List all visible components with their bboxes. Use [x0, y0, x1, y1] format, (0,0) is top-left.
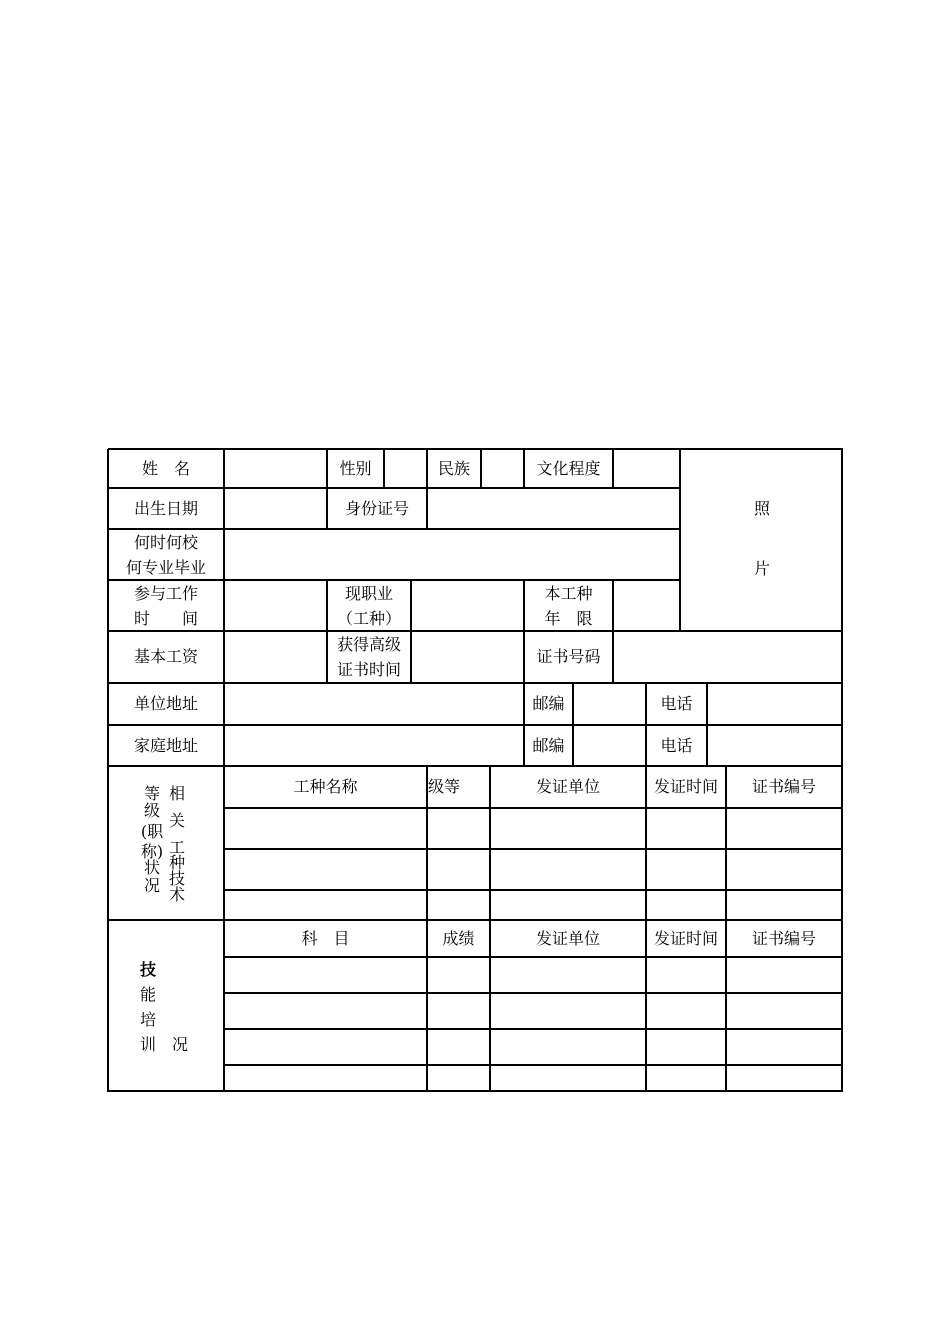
ethnicity-field[interactable] [483, 451, 522, 486]
photo-box[interactable] [682, 451, 840, 629]
grade-cell[interactable] [728, 892, 840, 918]
training-cell[interactable] [226, 959, 425, 991]
work-start-field[interactable] [226, 582, 325, 629]
home-address-label: 家庭地址 [133, 735, 198, 755]
work-address-field[interactable] [226, 685, 522, 723]
training-cell[interactable] [429, 1031, 488, 1063]
table-border-line [108, 487, 681, 489]
training-cell[interactable] [728, 995, 840, 1027]
grade-side-label: 术 [168, 885, 185, 904]
training-cell[interactable] [429, 1067, 488, 1089]
grade-side-label: 状 [143, 858, 160, 877]
cert-number-field[interactable] [615, 633, 840, 681]
grade-cell[interactable] [429, 851, 488, 888]
grade-cell[interactable] [226, 851, 425, 888]
table-border-line [612, 449, 614, 489]
training-cell[interactable] [226, 1067, 425, 1089]
table-border-line [108, 765, 843, 767]
training-cell[interactable] [648, 1067, 724, 1089]
id-number-field[interactable] [429, 490, 678, 527]
graduation-field[interactable] [226, 531, 678, 578]
birth-date-label: 出生日期 [133, 498, 198, 518]
grade-side-label: 相 [168, 784, 185, 803]
grade-header-0: 工种名称 [293, 777, 358, 796]
home-postcode-label: 邮编 [532, 735, 565, 755]
table-border-line [326, 580, 328, 684]
table-border-line [224, 848, 843, 850]
training-cell[interactable] [728, 1067, 840, 1089]
ethnicity-label: 民族 [437, 458, 470, 478]
training-cell[interactable] [728, 959, 840, 991]
grade-cell[interactable] [728, 851, 840, 888]
training-cell[interactable] [429, 995, 488, 1027]
work-phone-label: 电话 [660, 694, 693, 713]
table-border-line [523, 449, 525, 489]
grade-header-1: 级等 [428, 777, 461, 796]
grade-side-label: 关 [168, 811, 185, 830]
grade-header-4: 证书编号 [751, 777, 816, 796]
training-header-0: 科 目 [301, 928, 350, 948]
table-border-line [426, 449, 428, 530]
training-cell[interactable] [226, 1031, 425, 1063]
gender-label: 性别 [339, 458, 372, 478]
senior-cert-time-field[interactable] [413, 633, 522, 681]
grade-cell[interactable] [728, 810, 840, 847]
current-job-field[interactable] [413, 582, 522, 629]
base-salary-label: 基本工资 [133, 647, 198, 666]
table-border-line [725, 766, 727, 1092]
table-border-line [108, 1090, 843, 1092]
work-postcode-field[interactable] [575, 685, 644, 723]
table-border-line [224, 956, 843, 958]
table-border-line [108, 579, 681, 581]
table-border-line [645, 683, 647, 767]
grade-cell[interactable] [648, 851, 724, 888]
table-border-line [108, 448, 843, 450]
table-border-line [224, 807, 843, 809]
table-border-line [572, 683, 574, 767]
home-phone-label: 电话 [660, 735, 693, 755]
table-border-line [108, 724, 843, 726]
training-header-4: 证书编号 [751, 928, 816, 948]
table-border-line [489, 766, 491, 1092]
grade-side-label: 等 [143, 784, 160, 803]
grade-header-2: 发证单位 [535, 777, 600, 796]
cert-number-label: 证书号码 [536, 647, 601, 666]
home-postcode-field[interactable] [575, 727, 644, 764]
grade-side-label: 工 [168, 838, 185, 857]
work-address-label: 单位地址 [133, 694, 198, 713]
training-cell[interactable] [728, 1031, 840, 1063]
table-border-line [224, 889, 843, 891]
table-border-line [841, 449, 843, 1092]
training-cell[interactable] [648, 959, 724, 991]
table-border-line [108, 528, 681, 530]
table-border-line [108, 630, 843, 632]
table-border-line [326, 449, 328, 530]
grade-cell[interactable] [429, 810, 488, 847]
table-border-line [426, 766, 428, 1092]
table-border-line [224, 992, 843, 994]
training-header-1: 成绩 [442, 928, 475, 948]
grade-header-3: 发证时间 [653, 777, 718, 796]
table-border-line [107, 449, 109, 1092]
senior-cert-time-label: 获得高级 证书时间 [336, 635, 401, 679]
training-cell[interactable] [226, 995, 425, 1027]
grade-cell[interactable] [226, 892, 425, 918]
training-cell[interactable] [648, 995, 724, 1027]
training-side-label: 培 [140, 1010, 157, 1029]
grade-cell[interactable] [648, 892, 724, 918]
name-label: 姓 名 [141, 458, 190, 478]
grade-side-label: 况 [143, 876, 160, 895]
graduation-label: 何时何校 何专业毕业 [125, 532, 206, 577]
table-border-line [108, 682, 843, 684]
home-address-field[interactable] [226, 727, 522, 764]
work-phone-field[interactable] [709, 685, 840, 723]
table-border-line [224, 1064, 843, 1066]
education-label: 文化程度 [536, 458, 601, 478]
table-border-line [612, 580, 614, 684]
training-header-3: 发证时间 [653, 928, 718, 948]
work-postcode-label: 邮编 [532, 694, 565, 713]
training-cell[interactable] [648, 1031, 724, 1063]
table-border-line [223, 449, 225, 1092]
table-border-line [706, 683, 708, 767]
job-years-field[interactable] [615, 582, 678, 629]
work-start-label: 参与工作 时 间 [133, 583, 198, 628]
current-job-label: 现职业 （工种） [336, 583, 401, 628]
grade-cell[interactable] [429, 892, 488, 918]
gender-field[interactable] [386, 451, 425, 486]
table-border-line [480, 449, 482, 489]
training-header-2: 发证单位 [535, 928, 600, 948]
grade-cell[interactable] [492, 892, 644, 918]
table-border-line [108, 919, 843, 921]
grade-cell[interactable] [648, 810, 724, 847]
training-side-label: 训 况 [140, 1035, 189, 1054]
name-field[interactable] [226, 451, 325, 486]
training-cell[interactable] [492, 1067, 644, 1089]
table-border-line [410, 580, 412, 684]
birth-date-field[interactable] [226, 490, 325, 527]
home-phone-field[interactable] [709, 727, 840, 764]
grade-side-label: 技 [168, 869, 185, 888]
base-salary-field[interactable] [226, 633, 325, 681]
education-field[interactable] [615, 451, 678, 486]
job-years-label: 本工种 年 限 [544, 583, 593, 628]
grade-cell[interactable] [492, 851, 644, 888]
training-cell[interactable] [429, 959, 488, 991]
training-cell[interactable] [492, 959, 644, 991]
table-border-line [645, 766, 647, 1092]
training-side-label: 技 [140, 960, 157, 979]
table-border-line [523, 580, 525, 767]
grade-cell[interactable] [226, 810, 425, 847]
table-border-line [679, 449, 681, 632]
training-cell[interactable] [492, 1031, 644, 1063]
photo-label: 片 [753, 559, 770, 578]
grade-cell[interactable] [492, 810, 644, 847]
table-border-line [383, 449, 385, 489]
id-number-label: 身份证号 [344, 498, 409, 518]
grade-side-label: 称) [140, 842, 164, 861]
grade-side-label: (职 [140, 822, 164, 841]
training-side-label: 能 [140, 985, 157, 1004]
photo-label: 照 [753, 499, 770, 518]
grade-side-label: 级 [143, 801, 160, 820]
training-cell[interactable] [492, 995, 644, 1027]
table-border-line [224, 1028, 843, 1030]
grade-side-label: 种 [168, 853, 185, 872]
